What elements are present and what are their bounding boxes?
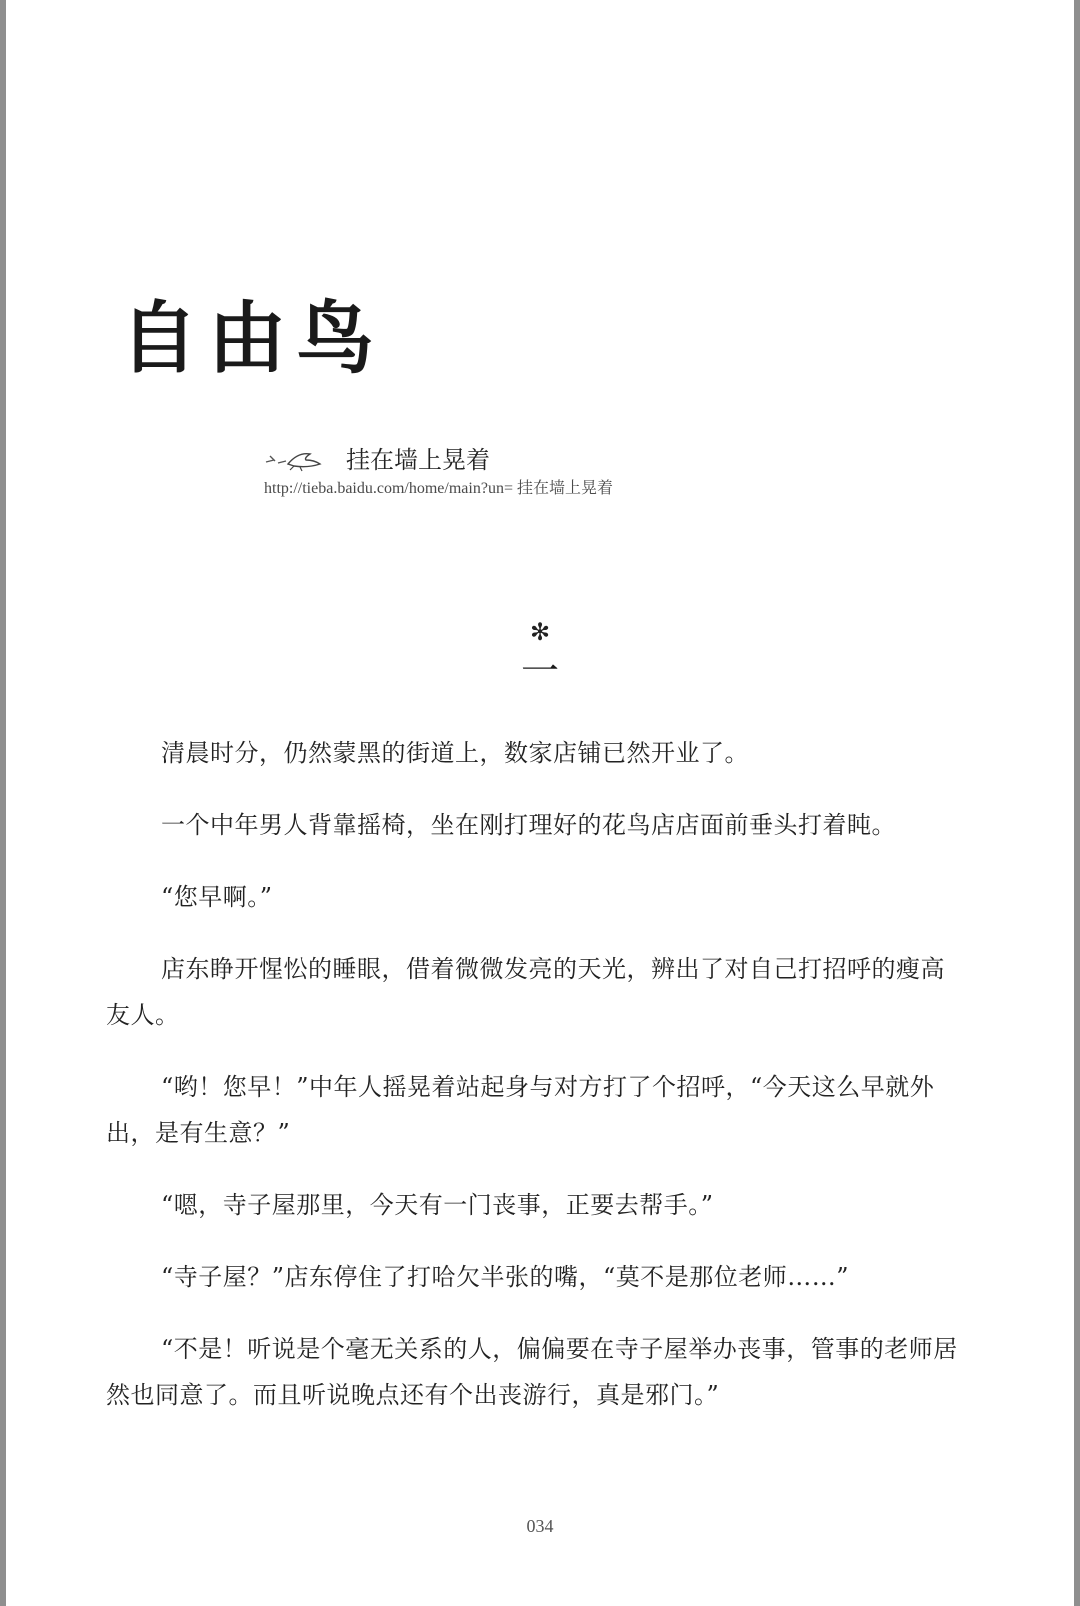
paragraph: “哟！您早！”中年人摇晃着站起身与对方打了个招呼，“今天这么早就外出，是有生意？” bbox=[106, 1073, 935, 1147]
bird-icon bbox=[264, 448, 324, 472]
chapter-body bbox=[106, 730, 962, 1444]
paragraph: “嗯，寺子屋那里，今天有一门丧事，正要去帮手。” bbox=[161, 1191, 714, 1219]
paragraph: 一个中年男人背靠摇椅，坐在刚打理好的花鸟店店面前垂头打着盹。 bbox=[161, 811, 896, 839]
paragraph: “寺子屋？”店东停住了打哈欠半张的嘴，“莫不是那位老师……” bbox=[161, 1263, 850, 1291]
author-url: http://tieba.baidu.com/home/main?un= 挂在墙上晃着 bbox=[264, 480, 613, 497]
paragraph: “您早啊。” bbox=[161, 883, 273, 911]
chapter-title: 自由鸟 bbox=[120, 294, 385, 384]
section-number: 一 bbox=[520, 649, 559, 693]
author-line bbox=[264, 440, 490, 480]
page-number: 034 bbox=[526, 1516, 554, 1536]
paragraph: “不是！听说是个毫无关系的人，偏偏要在寺子屋举办丧事，管事的老师居然也同意了。而且听说晚点还有个出丧游行，真是邪门。” bbox=[106, 1335, 958, 1409]
paragraph: 清晨时分，仍然蒙黑的街道上，数家店铺已然开业了。 bbox=[161, 739, 749, 767]
author-name: 挂在墙上晃着 bbox=[346, 446, 490, 474]
section-ornament: ✻ bbox=[529, 618, 551, 646]
paragraph: 店东睁开惺忪的睡眼，借着微微发亮的天光，辨出了对自己打招呼的瘦高友人。 bbox=[106, 955, 945, 1029]
